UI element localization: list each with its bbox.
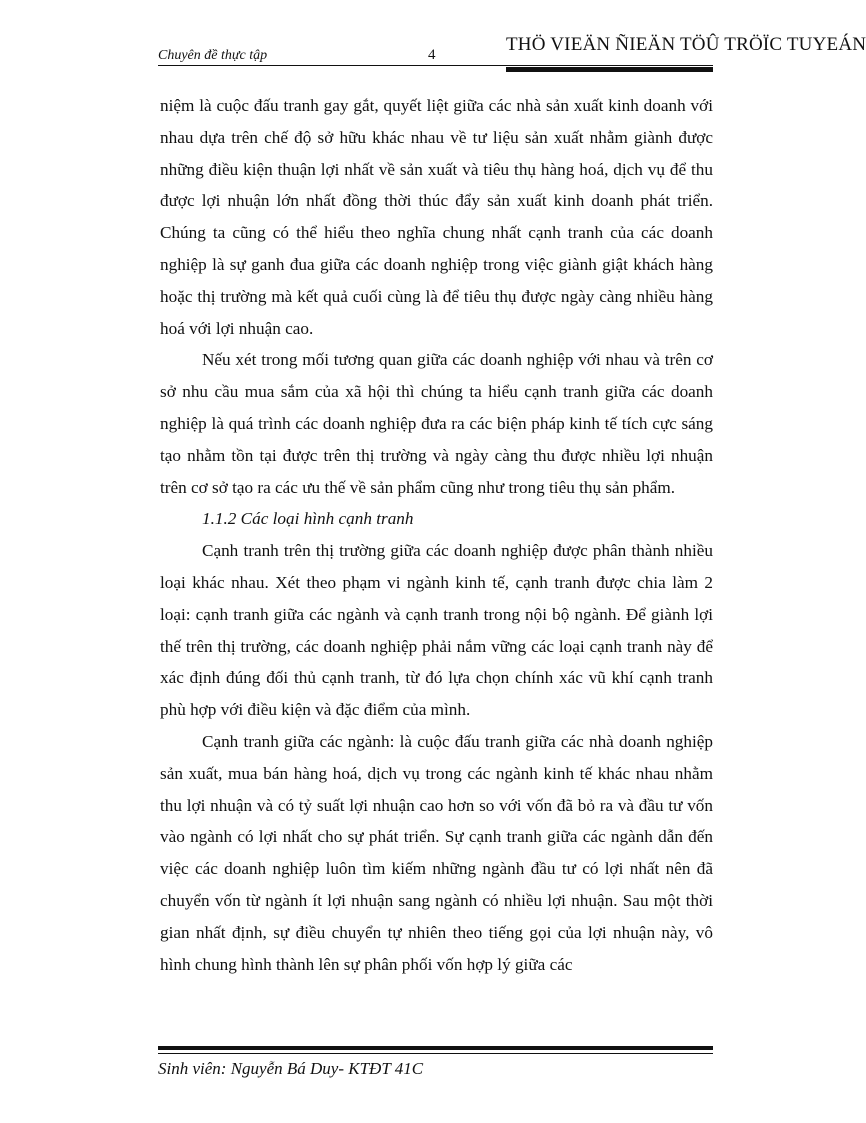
document-title: Chuyên đề thực tập (158, 48, 268, 63)
paragraph: Cạnh tranh giữa các ngành: là cuộc đấu tranh giữa các nhà doanh nghiệp sản xuất, mua bán hàng hoá, dịch vụ trong các ngành kinh tế khác nhau nhằm thu lợi nhuận và có tỷ suất lợi nhuận cao hơn so với vốn đã bỏ ra và đầu tư vốn vào ngành có lợi nhất cho sự phát triển. Sự cạnh tranh giữa các ngành dẫn đến việc các doanh nghiệp luôn tìm kiếm những ngành đầu tư có lợi nhất nên đã chuyển vốn từ ngành ít lợi nhuận sang ngành có nhiều lợi nhuận. Sau một thời gian nhất định, sự điều chuyển tự nhiên theo tiếng gọi của lợi nhuận này, vô hình chung hình thành lên sự phân phối vốn hợp lý giữa các (160, 731, 713, 974)
page-number: 4 (428, 47, 436, 63)
library-watermark: THÖ VIEÄN ÑIEÄN TÖÛ TRÖÏC TUYEÁN (506, 34, 866, 55)
document-body (160, 90, 713, 980)
footer-rule (158, 1053, 713, 1054)
footer-author: Sinh viên: Nguyễn Bá Duy- KTĐT 41C (158, 1059, 424, 1078)
footer-rule-thick (158, 1046, 713, 1050)
paragraph: Nếu xét trong mối tương quan giữa các doanh nghiệp với nhau và trên cơ sở nhu cầu mua sắm của xã hội thì chúng ta hiểu cạnh tranh giữa các doanh nghiệp là quá trình các doanh nghiệp đưa ra các biện pháp kinh tế tích cực sáng tạo nhằm tồn tại được trên thị trường và ngày càng thu được nhiều lợi nhuận trên cơ sở tạo ra các ưu thế về sản phẩm cũng như trong tiêu thụ sản phẩm. (160, 350, 713, 497)
section-heading: 1.1.2 Các loại hình cạnh tranh (202, 509, 414, 529)
header-rule-thick (506, 67, 713, 72)
header-rule (158, 65, 713, 66)
paragraph-continued: niệm là cuộc đấu tranh gay gắt, quyết liệt giữa các nhà sản xuất kinh doanh với nhau dựa trên chế độ sở hữu khác nhau về tư liệu sản xuất nhằm giành được những điều kiện thuận lợi nhất về sản xuất và tiêu thụ hàng hoá, dịch vụ để thu được lợi nhuận lớn nhất đồng thời thúc đẩy sản xuất kinh doanh phát triển. Chúng ta cũng có thể hiểu theo nghĩa chung nhất cạnh tranh của các doanh nghiệp là sự ganh đua giữa các doanh nghiệp trong việc giành giật khách hàng hoặc thị trường mà kết quả cuối cùng là để tiêu thụ được ngày càng nhiều hàng hoá với lợi nhuận cao. (160, 96, 713, 338)
paragraph: Cạnh tranh trên thị trường giữa các doanh nghiệp được phân thành nhiều loại khác nhau. Xét theo phạm vi ngành kinh tế, cạnh tranh được chia làm 2 loại: cạnh tranh giữa các ngành và cạnh tranh trong nội bộ ngành. Để giành lợi thế trên thị trường, các doanh nghiệp phải nắm vững các loại cạnh tranh này để xác định đúng đối thủ cạnh tranh, từ đó lựa chọn chính xác vũ khí cạnh tranh phù hợp với điều kiện và đặc điểm của mình. (160, 541, 713, 720)
